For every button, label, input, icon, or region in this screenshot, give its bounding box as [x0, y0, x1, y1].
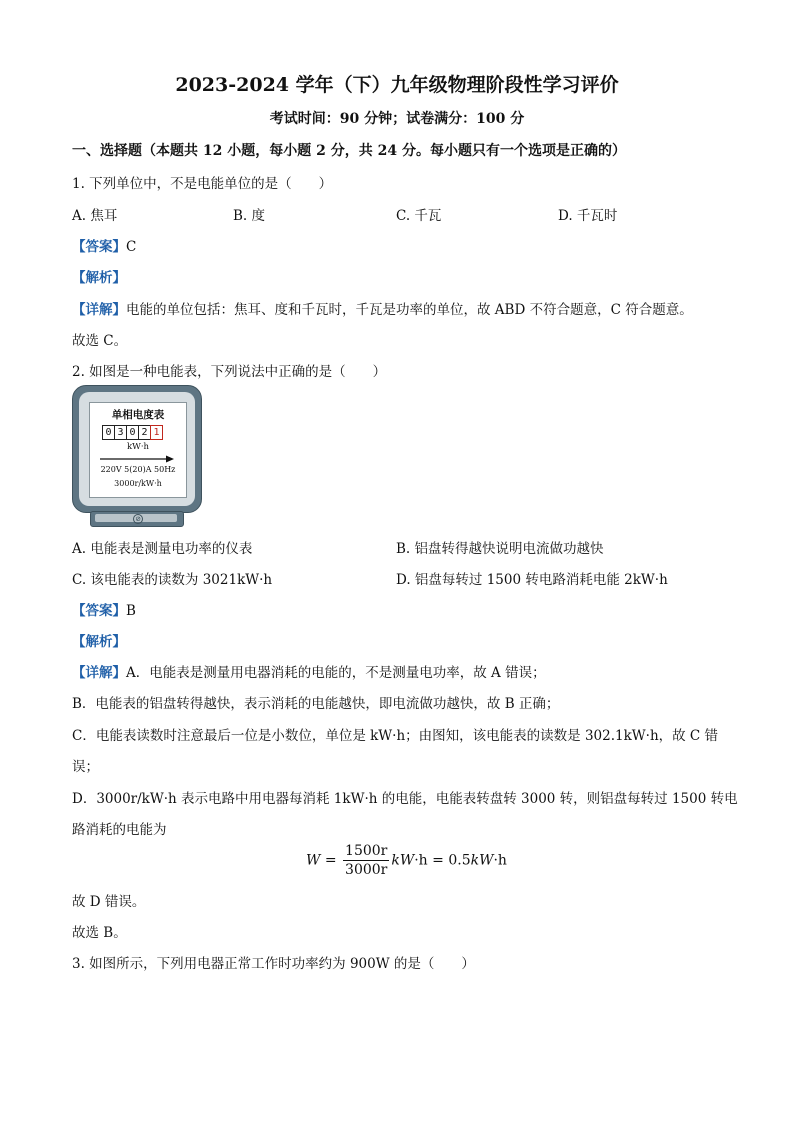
- meter-unit: kW·h: [126, 442, 150, 452]
- q2-detail-b: B．电能表的铝盘转得越快，表示消耗的电能越快，即电流做功越快，故 B 正确；: [72, 696, 560, 712]
- meter-spec: 220V 5(20)A 50Hz: [100, 465, 176, 474]
- q2-option-c: C. 该电能表的读数为 3021kW·h: [72, 572, 273, 588]
- q2-stem: 2. 如图是一种电能表，下列说法中正确的是（ ）: [72, 364, 387, 380]
- formula-unit2-kw: kW: [470, 852, 494, 869]
- detail-tag: 【详解】: [72, 665, 126, 681]
- q1-detail-text: 电能的单位包括：焦耳、度和千瓦时，千瓦是功率的单位，故 ABD 不符合题意，C 符合题意。: [126, 302, 693, 318]
- formula-unit-h: ·h: [414, 852, 428, 869]
- formula-unit2-h: ·h: [493, 852, 507, 869]
- answer-tag: 【答案】: [72, 603, 126, 619]
- q2-conclusion: 故选 B。: [72, 925, 127, 941]
- meter-digit: 2: [138, 425, 151, 440]
- q1-option-b: B. 度: [233, 208, 266, 224]
- formula-numerator: 1500r: [345, 843, 388, 859]
- q2-answer: [72, 599, 136, 619]
- meter-digit: 0: [126, 425, 139, 440]
- meter-base: [90, 511, 184, 527]
- analysis-tag: 【解析】: [72, 270, 126, 286]
- formula-denominator: 3000r: [345, 862, 388, 878]
- q3-stem: 3. 如图所示，下列用电器正常工作时功率约为 900W 的是（ ）: [72, 956, 475, 972]
- energy-formula: [306, 842, 507, 879]
- terminal-symbol-icon: ⊘: [133, 514, 143, 524]
- formula-lhs: W: [306, 852, 321, 869]
- exam-info: 考试时间：90 分钟；试卷满分：100 分: [269, 111, 525, 127]
- meter-title: 单相电度表: [111, 409, 165, 421]
- q2-option-a: A. 电能表是测量电功率的仪表: [72, 541, 253, 557]
- formula-unit-kw: kW: [391, 852, 415, 869]
- q2-option-b: B. 铝盘转得越快说明电流做功越快: [396, 541, 604, 557]
- q2-option-d: D. 铝盘每转过 1500 转电路消耗电能 2kW·h: [396, 572, 668, 588]
- meter-face: [89, 402, 187, 498]
- q1-answer: [72, 235, 136, 255]
- q1-conclusion: 故选 C。: [72, 333, 128, 349]
- q2-detail-a-text: A．电能表是测量用电器消耗的电能的，不是测量电功率，故 A 错误；: [126, 665, 546, 681]
- answer-tag: 【答案】: [72, 239, 126, 255]
- q1-answer-value: C: [126, 239, 137, 255]
- q2-answer-value: B: [126, 603, 136, 619]
- q2-analysis: [72, 630, 126, 650]
- q2-d-conclusion: 故 D 错误。: [72, 894, 146, 910]
- meter-rev-constant: 3000r/kW·h: [114, 479, 162, 488]
- q1-option-a: A. 焦耳: [72, 208, 118, 224]
- q1-stem: 1. 下列单位中，不是电能单位的是（ ）: [72, 176, 333, 192]
- page-title: 2023-2024 学年（下）九年级物理阶段性学习评价: [175, 74, 619, 96]
- meter-digits: [103, 425, 163, 440]
- q1-option-c: C. 千瓦: [396, 208, 442, 224]
- section-heading: 一、选择题（本题共 12 小题，每小题 2 分，共 24 分。每小题只有一个选项是正确的）: [72, 143, 626, 159]
- formula-result: = 0.5: [432, 852, 471, 869]
- meter-digit-decimal: 1: [150, 425, 163, 440]
- meter-body: [72, 385, 202, 513]
- arrow-icon: [100, 455, 174, 463]
- analysis-tag: 【解析】: [72, 634, 126, 650]
- meter-digit: 3: [114, 425, 127, 440]
- electric-meter-figure: [72, 385, 202, 527]
- q2-detail-d: D．3000r/kW·h 表示电路中用电器每消耗 1kW·h 的电能，电能表转盘转 3000 转，则铝盘每转过 1500 转电: [72, 791, 738, 807]
- meter-base-slot: [95, 514, 177, 522]
- q2-detail-d-cont: 路消耗的电能为: [72, 822, 167, 838]
- q2-detail-c-cont: 误；: [72, 759, 99, 775]
- formula-eq: =: [324, 852, 337, 869]
- q1-detail: [72, 298, 693, 318]
- meter-digit: 0: [102, 425, 115, 440]
- detail-tag: 【详解】: [72, 302, 126, 318]
- q1-analysis: [72, 266, 126, 286]
- q1-option-d: D. 千瓦时: [558, 208, 618, 224]
- q2-detail-a: [72, 661, 546, 681]
- q2-detail-c: C．电能表读数时注意最后一位是小数位，单位是 kW·h；由图知，该电能表的读数是 302.1kW·h，故 C 错: [72, 728, 719, 744]
- formula-fraction: [343, 842, 389, 879]
